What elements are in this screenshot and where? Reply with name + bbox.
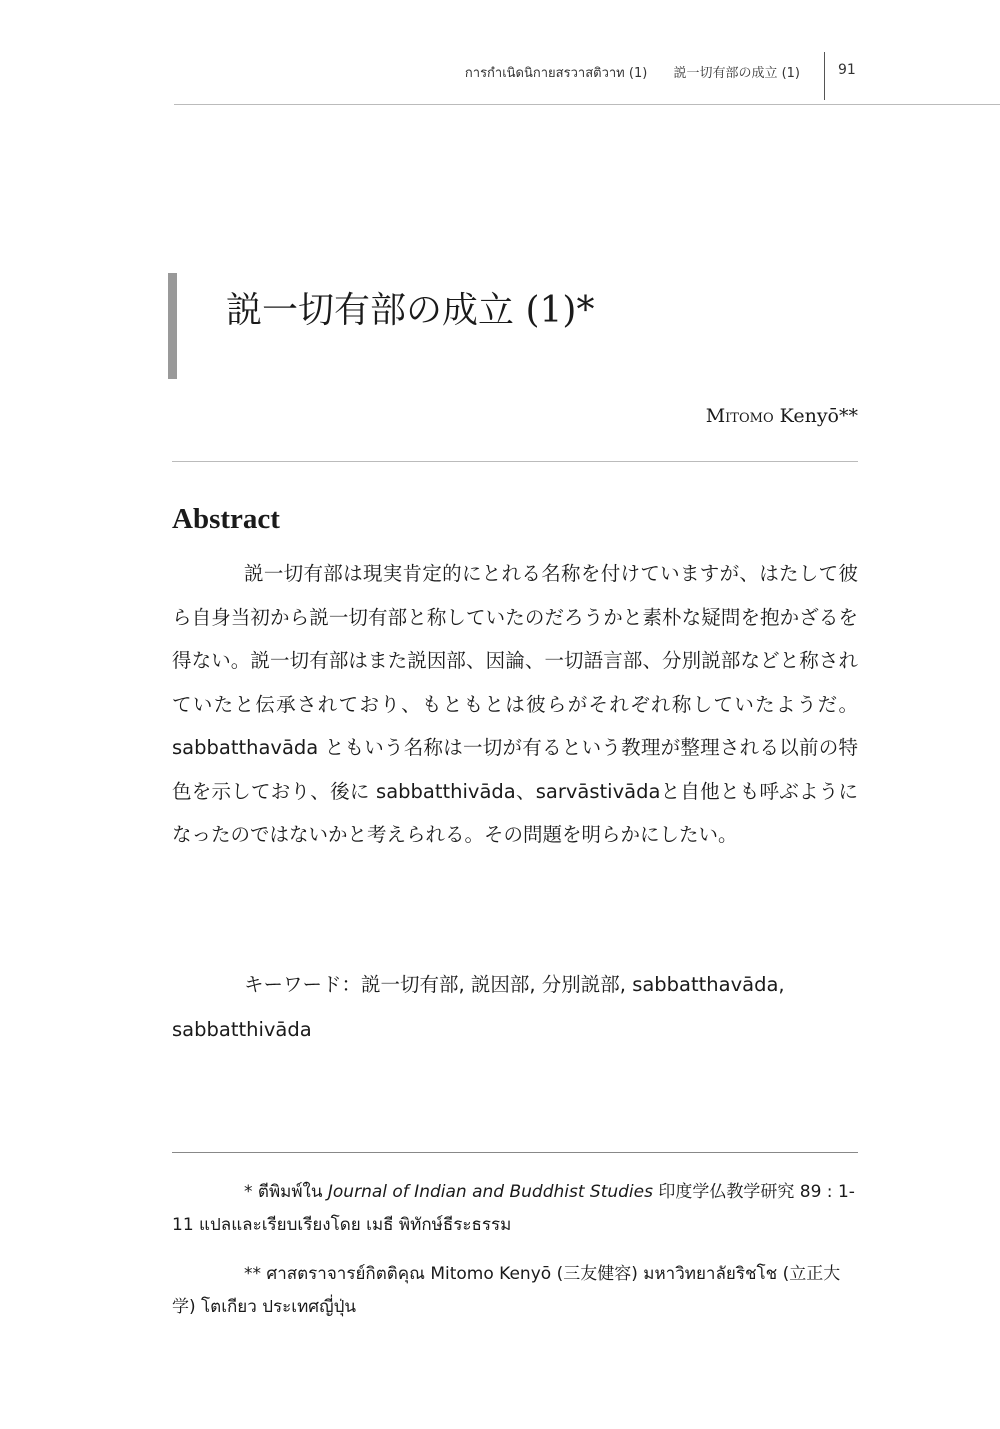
footnote-1-prefix: * ตีพิมพ์ใน bbox=[244, 1182, 328, 1202]
title-accent-bar bbox=[168, 273, 177, 379]
footnote-2: ** ศาสตราจารย์กิตติคุณ Mitomo Kenyō (三友健容) มหาวิทยาลัยริชโช (立正大学) โตเกียว ประเทศญี่ปุ่น bbox=[172, 1264, 841, 1317]
footnote-1-journal: Journal of Indian and Buddhist Studies bbox=[327, 1182, 653, 1202]
header-divider bbox=[174, 104, 1000, 105]
footnote-1 bbox=[172, 1176, 858, 1242]
author-given-name: Kenyō** bbox=[773, 405, 858, 427]
running-header-jp-title: 説一切有部の成立 (1) bbox=[673, 66, 800, 81]
header-divider-vertical bbox=[824, 52, 825, 100]
author-surname: Mitomo bbox=[705, 405, 774, 427]
abstract-heading: Abstract bbox=[172, 503, 280, 535]
author-divider bbox=[172, 461, 858, 462]
running-header-thai-title: การกำเนิดนิกายสรวาสติวาท (1) bbox=[464, 66, 648, 81]
article-title: 説一切有部の成立 (1)* bbox=[226, 290, 595, 331]
abstract-body: 説一切有部は現実肯定的にとれる名称を付けていますが、はたして彼ら自身当初から説一切有部と称していたのだろうかと素朴な疑問を抱かざるを得ない。説一切有部はまた説因部、因論、一切語言部、分別説部などと称されていたと伝承されており、もともとは彼らがそれぞれ称していたようだ。sabbatthavāda ともいう名称は一切が有るという教理が整理される以前の特色を示しており、後に sabbatthivāda、sarvāstivādaと自他とも呼ぶようになったのではないかと考えられる。その問題を明らかにしたい。 bbox=[172, 562, 858, 846]
keywords: キーワード：説一切有部, 説因部, 分別説部, sabbatthavāda, sabbatthivāda bbox=[172, 973, 785, 1041]
author-name bbox=[706, 405, 858, 427]
page-number: 91 bbox=[838, 62, 856, 78]
footnote-1-rest: 印度学仏教学研究 89 : 1-11 แปลและเรียบเรียงโดย เมธี พิทักษ์ธีระธรรม bbox=[172, 1182, 855, 1235]
running-header bbox=[0, 62, 800, 83]
footnote-divider bbox=[172, 1152, 858, 1153]
